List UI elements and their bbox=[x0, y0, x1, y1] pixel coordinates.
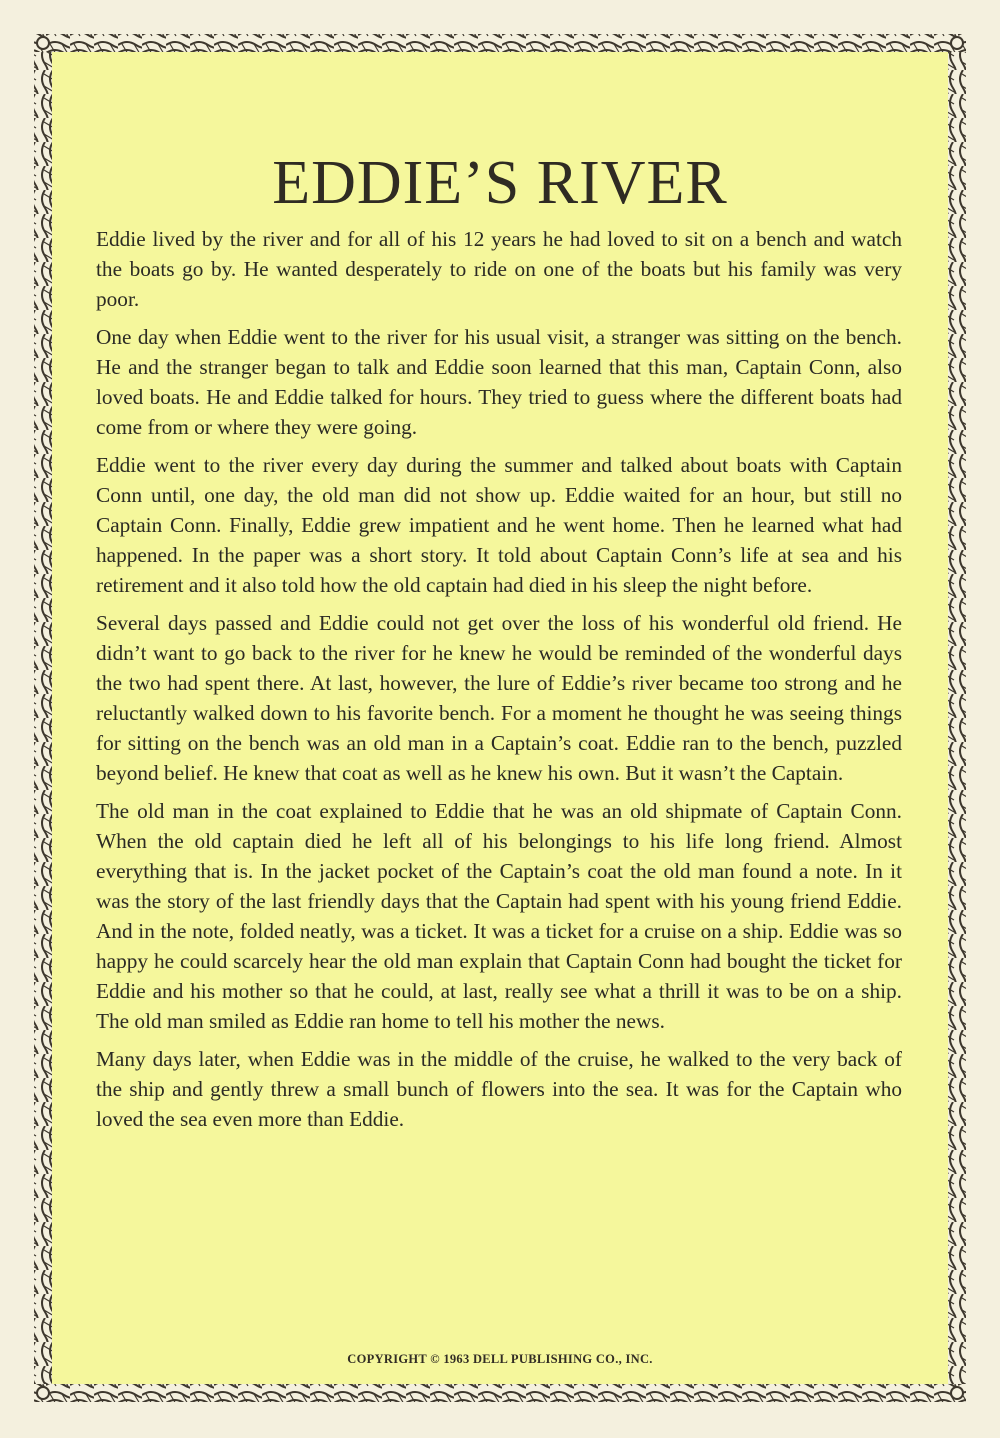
story-body bbox=[96, 224, 902, 1142]
story-paragraph-6: Many days later, when Eddie was in the middle of the cruise, he walked to the very back of the ship and gently threw a small bunch of flowers into the sea. It was for the Captain who loved the sea even more than Eddie. bbox=[96, 1047, 902, 1131]
rope-border-left bbox=[34, 52, 52, 1384]
story-panel bbox=[52, 52, 948, 1384]
corner-knot-top-right bbox=[951, 37, 963, 49]
corner-knot-bottom-right bbox=[951, 1387, 963, 1399]
corner-knot-top-left bbox=[37, 37, 49, 49]
rope-border-right bbox=[948, 52, 966, 1384]
corner-knot-bottom-left bbox=[37, 1387, 49, 1399]
rope-border-top bbox=[34, 34, 966, 52]
rope-border-bottom bbox=[34, 1384, 966, 1402]
story-page bbox=[22, 22, 978, 1414]
story-paragraph-4: Several days passed and Eddie could not get over the loss of his wonderful old friend. He didn’t want to go back to the river for he knew he would be reminded of the wonderful days the two had spent there. At last, however, the lure of Eddie’s river became too strong and he reluctantly walked down to his favorite bench. For a moment he thought he was seeing things for sitting on the bench was an old man in a Captain’s coat. Eddie ran to the bench, puzzled beyond belief. He knew that coat as well as he knew his own. But it wasn’t the Captain. bbox=[96, 611, 902, 785]
story-paragraph-1: Eddie lived by the river and for all of his 12 years he had loved to sit on a bench and watch the boats go by. He wanted desperately to ride on one of the boats but his family was very poor. bbox=[96, 227, 902, 311]
copyright-notice: COPYRIGHT © 1963 DELL PUBLISHING CO., INC. bbox=[347, 1352, 653, 1366]
story-paragraph-5: The old man in the coat explained to Eddie that he was an old shipmate of Captain Conn. When the old captain died he left all of his belongings to his life long friend. Almost everything that is. In the jacket pocket of the Captain’s coat the old man found a note. In it was the story of the last friendly days that the Captain had spent with his young friend Eddie. And in the note, folded neatly, was a ticket. It was a ticket for a cruise on a ship. Eddie was so happy he could scarcely hear the old man explain that Captain Conn had bought the ticket for Eddie and his mother so that he could, at last, really see what a thrill it was to be on a ship. The old man smiled as Eddie ran home to tell his mother the news. bbox=[96, 799, 902, 1033]
story-paragraph-3: Eddie went to the river every day during the summer and talked about boats with Captain Conn until, one day, the old man did not show up. Eddie waited for an hour, but still no Captain Conn. Finally, Eddie grew impatient and he went home. Then he learned what had happened. In the paper was a short story. It told about Captain Conn’s life at sea and his retirement and it also told how the old captain had died in his sleep the night before. bbox=[96, 453, 902, 597]
story-title: EDDIE’S RIVER bbox=[272, 148, 728, 217]
story-paragraph-2: One day when Eddie went to the river for his usual visit, a stranger was sitting on the bench. He and the stranger began to talk and Eddie soon learned that this man, Captain Conn, also loved boats. He and Eddie talked for hours. They tried to guess where the different boats had come from or where they were going. bbox=[96, 325, 902, 439]
